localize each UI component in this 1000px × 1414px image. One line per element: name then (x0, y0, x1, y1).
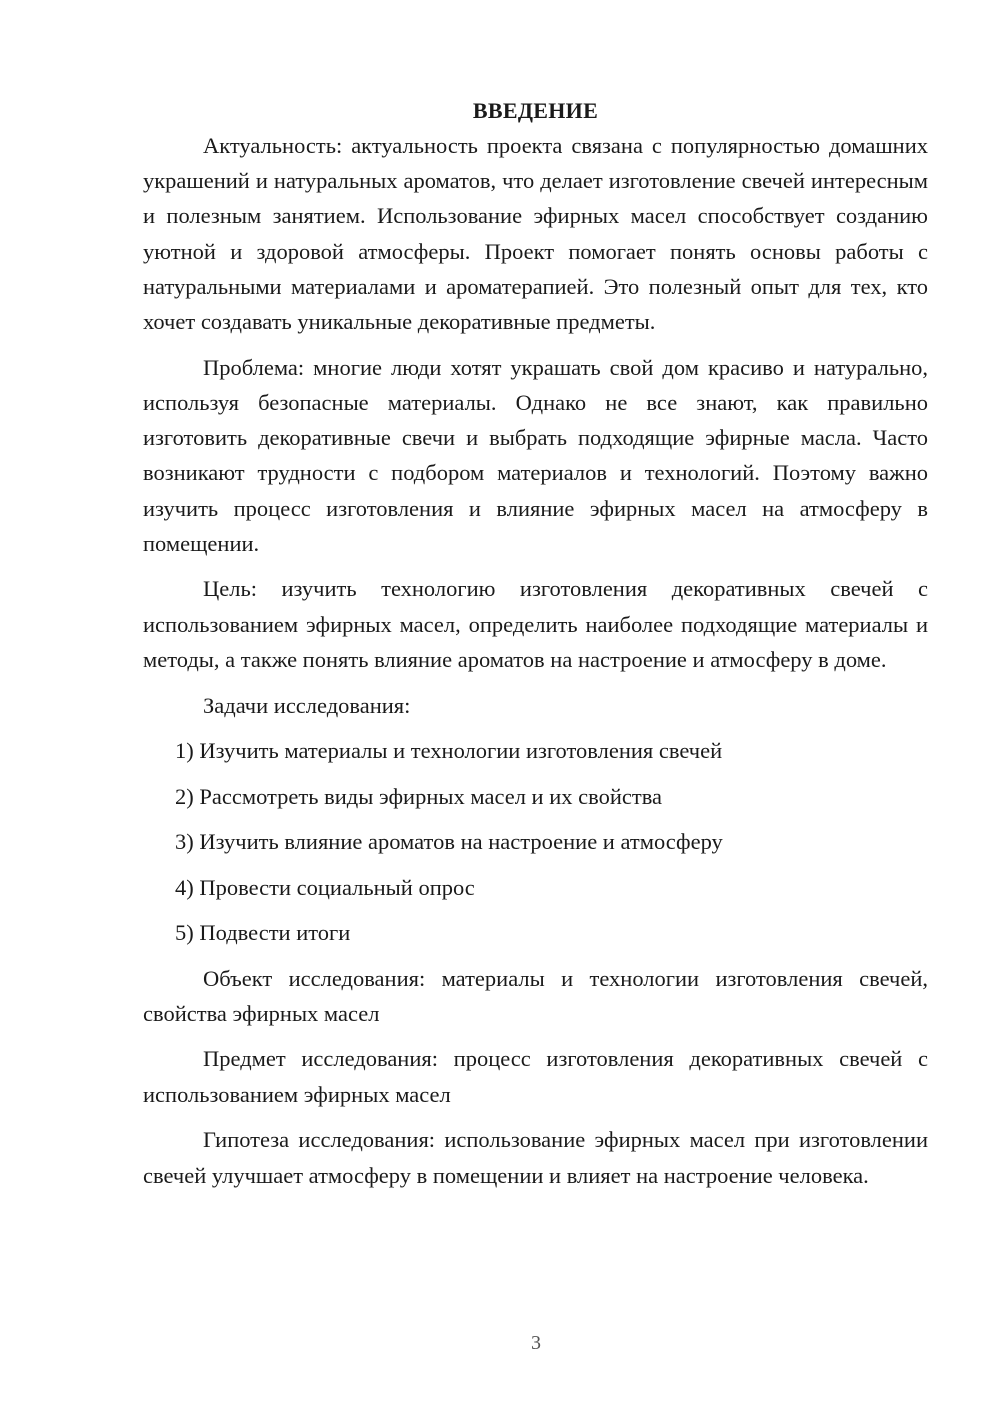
page-title: ВВЕДЕНИЕ (472, 98, 599, 123)
tasks-list (143, 733, 928, 950)
hypothesis-paragraph: Гипотеза исследования: использование эфирных масел при изготовлении свечей улучшает атмосферу в помещении и влияет на настроение человека. (143, 1127, 928, 1188)
problem-paragraph: Проблема: многие люди хотят украшать свой дом красиво и натурально, используя безопасные материалы. Однако не все знают, как правильно изготовить декоративные свечи и выбрать подходящие эфирные масла. Часто возникают трудности с подбором материалов и технологий. Поэтому важно изучить процесс изготовления и влияние эфирных масел на атмосферу в помещении. (143, 354, 928, 556)
page-number: 3 (531, 1332, 541, 1354)
tasks-heading: Задачи исследования: (203, 692, 411, 718)
relevance-paragraph: Актуальность: актуальность проекта связана с популярностью домашних украшений и натуральных ароматов, что делает изготовление свечей интересным и полезным занятием. Использование эфирных масел способствует созданию уютной и здоровой атмосферы. Проект помогает понять основы работы с натуральными материалами и ароматерапией. Это полезный опыт для тех, кто хочет создавать уникальные декоративные предметы. (143, 133, 928, 335)
goal-paragraph: Цель: изучить технологию изготовления декоративных свечей с использованием эфирных масел, определить наиболее подходящие материалы и методы, а также понять влияние ароматов на настроение и атмосферу в доме. (143, 576, 928, 672)
task-item: 3) Изучить влияние ароматов на настроение и атмосферу (175, 829, 723, 855)
document-page (143, 93, 928, 1203)
task-item: 4) Провести социальный опрос (175, 874, 475, 900)
object-paragraph: Объект исследования: материалы и технологии изготовления свечей, свойства эфирных масел (143, 965, 928, 1026)
task-item: 2) Рассмотреть виды эфирных масел и их свойства (175, 783, 663, 809)
task-item: 5) Подвести итоги (175, 920, 351, 946)
task-item: 1) Изучить материалы и технологии изготовления свечей (175, 738, 723, 764)
subject-paragraph: Предмет исследования: процесс изготовления декоративных свечей с использованием эфирных масел (143, 1046, 928, 1107)
